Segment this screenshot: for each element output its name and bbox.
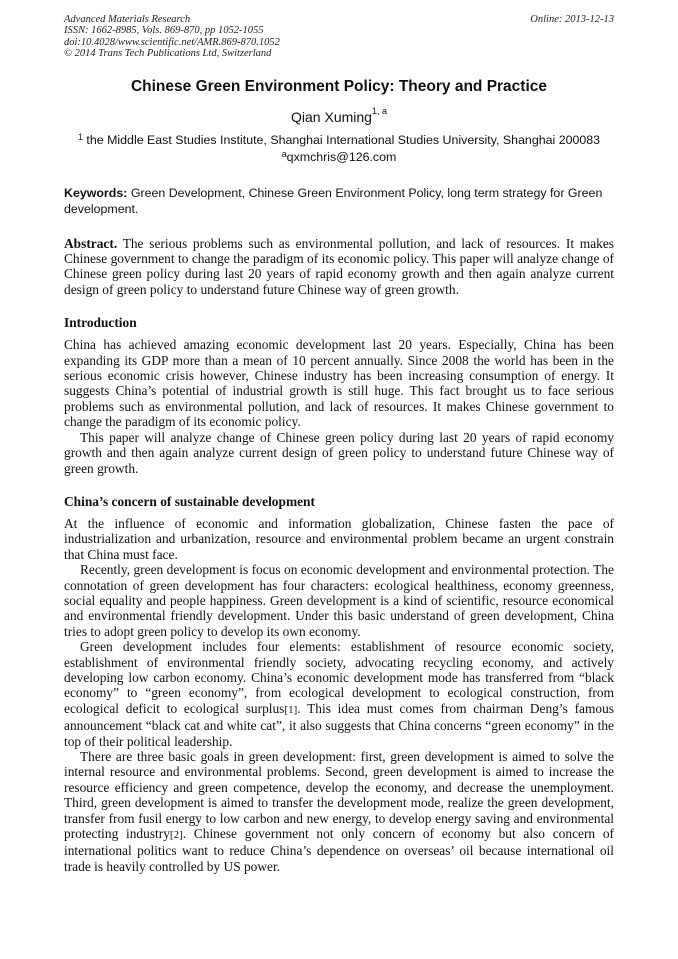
- paper-title: Chinese Green Environment Policy: Theory and Practice: [130, 77, 548, 95]
- concern-paragraph-1: At the influence of economic and information globalization, Chinese fasten the pace of industrialization and urbanization, resource and environmental problem became an urgent constrain that China must face.: [64, 515, 614, 562]
- doi-line: doi:10.4028/www.scientific.net/AMR.869-870.1052: [64, 36, 280, 48]
- introduction-heading: Introduction: [64, 315, 137, 331]
- concern-heading: China’s concern of sustainable development: [64, 493, 315, 509]
- journal-name: Advanced Materials Research: [64, 14, 191, 25]
- abstract-label: Abstract.: [64, 235, 118, 251]
- citation-2: [2]: [169, 829, 183, 842]
- concern-paragraph-4-text-b: . Chinese government not only concern of economy but also concern of international politics want to reduce China’s dependence on overseas’ oil because international oil trade is heavily controlled by US power.: [64, 826, 615, 874]
- affiliation-block: [64, 132, 614, 166]
- concern-paragraph-2: Recently, green development is focus on economic development and environmental protection. The connotation of green development has four characters: ecological healthiness, economy greenness, social equality and people happiness. Green development is a kind of scientific, resource economical and environmental friendly development. Under this basic understand of green development, China tries to adopt green policy to develop its own economy.: [64, 562, 614, 639]
- email-superscript: a: [281, 148, 287, 159]
- abstract: [64, 236, 614, 298]
- affiliation-text: the Middle East Studies Institute, Shanghai International Studies University, Shanghai 200083: [86, 132, 601, 147]
- citation-1: [1]: [284, 703, 298, 716]
- author-name: Qian Xuming: [291, 108, 372, 125]
- email-line: [64, 149, 614, 166]
- concern-paragraph-3-text-a: Green development includes four elements: establishment of resource economic society, establishment of environmental friendly society, advocating recycling economy, and actively developing low carbon economy. China’s economic development mode has transferred from “black economy” to “green economy”, from ecological development to ecological construction, from ecological deficit to ecological surplus: [64, 639, 614, 716]
- affiliation-superscript: 1: [77, 131, 83, 142]
- affiliation-line: [64, 132, 614, 149]
- copyright-line: © 2014 Trans Tech Publications Ltd, Switzerland: [64, 48, 272, 60]
- journal-header: [64, 14, 614, 60]
- concern-paragraph-4: [64, 749, 614, 874]
- abstract-text: The serious problems such as environmental pollution, and lack of resources. It makes Chinese government to change the paradigm of its economic policy. This paper will analyze change of Chinese green policy during last 20 years of rapid economy growth and then again analyze current design of green policy to understand future Chinese way of green growth.: [64, 235, 614, 297]
- keywords-label: Keywords:: [64, 185, 128, 200]
- intro-paragraph-2: This paper will analyze change of Chinese green policy during last 20 years of rapid economy growth and then again analyze current design of green policy to understand future Chinese way of green growth.: [64, 429, 614, 476]
- keywords-text: Green Development, Chinese Green Environment Policy, long term strategy for Green development.: [64, 185, 603, 216]
- concern-paragraph-3-text-b: . This idea must comes from chairman Deng’s famous announcement “black cat and white cat”, it also suggests that China concerns “green economy” in the top of their political leadership.: [64, 700, 614, 749]
- issn-line: ISSN: 1662-8985, Vols. 869-870, pp 1052-1055: [64, 25, 264, 37]
- author-superscript: 1, a: [371, 105, 387, 116]
- online-date: Online: 2013-12-13: [530, 14, 614, 25]
- intro-paragraph-1: China has achieved amazing economic development last 20 years. Especially, China has been expanding its GDP more than a mean of 10 percent annually. Since 2008 the world has been in the serious economic crisis however, Chinese industry has been increasing consumption of energy. It suggests China’s potential of industrial growth is still huge. This fact brought us to face serious problems such as environmental pollution, and lack of resources. It makes Chinese government to change the paradigm of its economic policy.: [64, 337, 614, 430]
- author-line: [64, 105, 614, 125]
- concern-paragraph-3: [64, 639, 614, 749]
- concern-paragraph-4-text-a: There are three basic goals in green development: first, green development is aimed to solve the internal resource and environmental problems. Second, green development is aimed to increase the resource efficiency and green competence, develop the economy, and decrease the unemployment. Third, green development is aimed to transfer the development mode, realize the green development, transfer from fusil energy to low carbon and new energy, to develop energy saving and environmental protecting industry: [64, 749, 614, 842]
- author-email: qxmchris@126.com: [286, 149, 397, 164]
- keywords: [64, 185, 614, 217]
